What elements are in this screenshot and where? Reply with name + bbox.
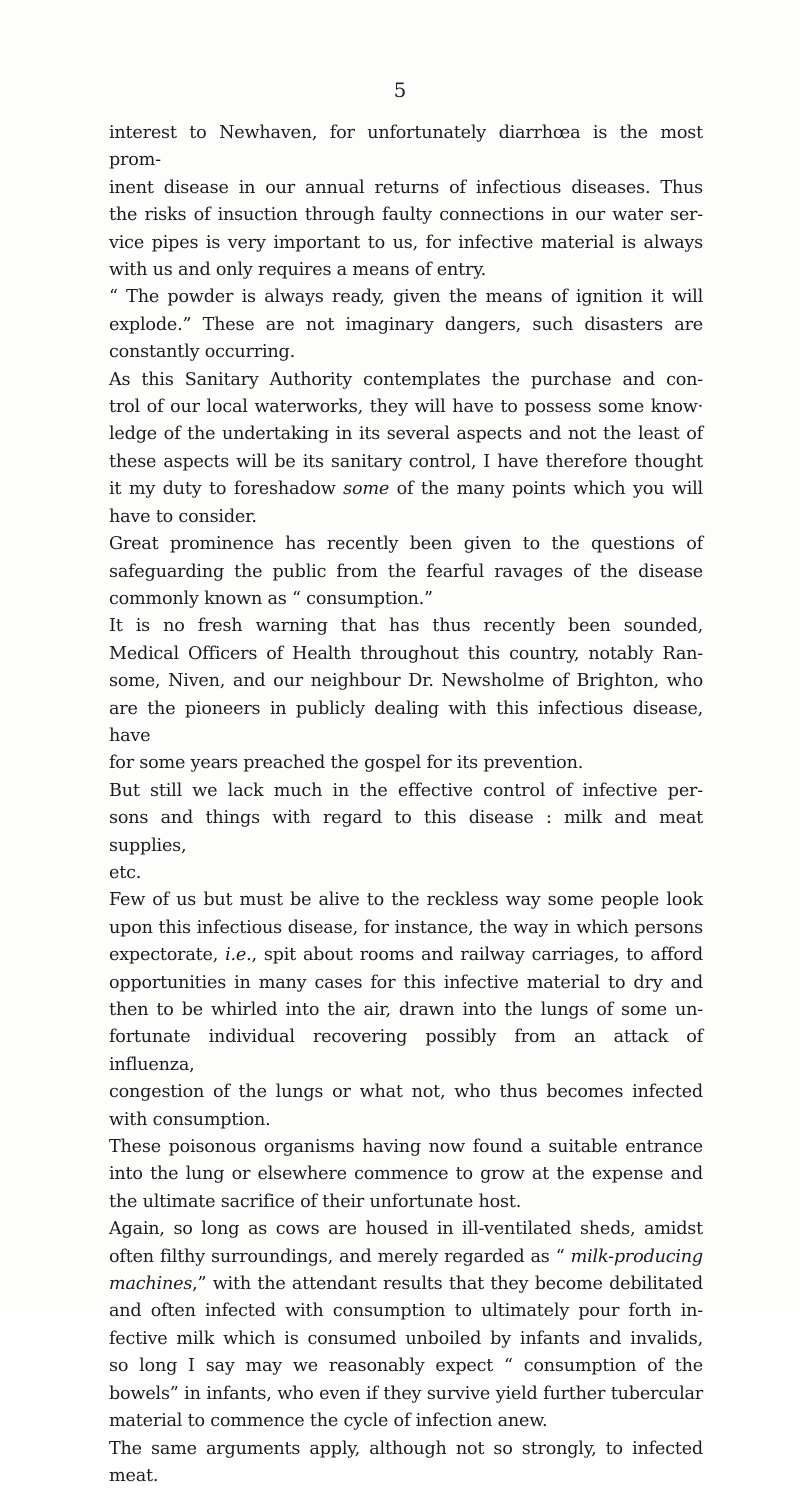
text-line (109, 1326, 703, 1353)
text-run: , spit about rooms and railway carriages, to afford (252, 945, 703, 965)
text-line (109, 1107, 703, 1134)
text-run: these aspects will be its sanitary control, I have therefore thought (109, 452, 703, 472)
text-line (109, 915, 703, 942)
text-line (109, 339, 703, 366)
text-run: sons and things with regard to this disease : milk and meat supplies, (109, 808, 703, 855)
text-line (109, 531, 703, 558)
text-run: meat. (109, 1466, 158, 1486)
text-run: trol of our local waterworks, they will have to possess some know· (109, 397, 703, 417)
text-run: Again, so long as cows are housed in ill-ventilated sheds, amidst (109, 1219, 703, 1239)
text-line (109, 120, 703, 175)
text-line (109, 1271, 703, 1298)
text-line (109, 696, 703, 751)
text-run: It is no fresh warning that has thus recently been sounded, (109, 616, 703, 636)
text-run: bowels” in infants, who even if they survive yield further tubercular (109, 1384, 703, 1404)
text-run: etc. (109, 863, 141, 883)
text-line (109, 778, 703, 805)
text-line (109, 1463, 703, 1490)
text-run: fortunate individual recovering possibly from an attack of influenza, (109, 1027, 703, 1074)
text-run: The same arguments apply, although not so strongly, to infected (109, 1439, 703, 1459)
text-line (109, 312, 703, 339)
text-line (109, 202, 703, 229)
text-line (109, 942, 703, 969)
paragraph (109, 1216, 703, 1435)
paragraph (109, 613, 703, 777)
text-run: and often infected with consumption to ultimately pour forth in- (109, 1301, 703, 1321)
paragraph (109, 367, 703, 531)
text-run: the ultimate sacrifice of their unfortunate host. (109, 1192, 521, 1212)
paragraph (109, 778, 703, 888)
text-run: often filthy surroundings, and merely regarded as “ (109, 1247, 571, 1267)
text-line (109, 284, 703, 311)
text-line (109, 1353, 703, 1380)
text-line (109, 860, 703, 887)
text-run: opportunities in many cases for this infective material to dry and (109, 973, 703, 993)
text-run: some, Niven, and our neighbour Dr. Newsholme of Brighton, who (109, 671, 703, 691)
text-line (109, 1298, 703, 1325)
text-run: the risks of insuction through faulty connections in our water ser- (109, 205, 703, 225)
text-run: “ The powder is always ready, given the means of ignition it will (109, 287, 703, 307)
text-line (109, 1134, 703, 1161)
paragraph (109, 284, 703, 366)
text-line (109, 1216, 703, 1243)
text-line (109, 1161, 703, 1188)
text-run: into the lung or elsewhere commence to grow at the expense and (109, 1164, 703, 1184)
italic-text: milk-producing (571, 1247, 703, 1267)
text-line (109, 367, 703, 394)
text-run: are the pioneers in publicly dealing with this infectious disease, have (109, 699, 703, 746)
paragraph (109, 1134, 703, 1216)
text-line (109, 175, 703, 202)
text-run: explode.” These are not imaginary dangers, such disasters are (109, 315, 703, 335)
text-run: inent disease in our annual returns of infectious diseases. Thus (109, 178, 703, 198)
text-line (109, 805, 703, 860)
text-run: ledge of the undertaking in its several aspects and not the least of (109, 424, 703, 444)
text-run: for some years preached the gospel for its prevention. (109, 753, 583, 773)
text-run: fective milk which is consumed unboiled by infants and invalids, (109, 1329, 703, 1349)
italic-text: some (343, 479, 389, 499)
text-run: have to consider. (109, 507, 257, 527)
text-line (109, 1189, 703, 1216)
text-run: it my duty to foreshadow (109, 479, 343, 499)
text-line (109, 641, 703, 668)
text-line (109, 750, 703, 777)
text-run: ,” with the attendant results that they become debilitated (192, 1274, 703, 1294)
body-text (109, 120, 703, 1490)
text-line (109, 997, 703, 1024)
text-line (109, 476, 703, 503)
text-run: vice pipes is very important to us, for infective material is always (109, 233, 703, 253)
text-line (109, 586, 703, 613)
text-line (109, 1381, 703, 1408)
text-run: expectorate, (109, 945, 225, 965)
paragraph (109, 120, 703, 284)
text-line (109, 1436, 703, 1463)
text-line (109, 1024, 703, 1079)
text-run: with us and only requires a means of entry. (109, 260, 486, 280)
text-line (109, 421, 703, 448)
paragraph (109, 887, 703, 1134)
text-line (109, 394, 703, 421)
text-line (109, 504, 703, 531)
text-run: upon this infectious disease, for instance, the way in which persons (109, 918, 703, 938)
text-run: material to commence the cycle of infection anew. (109, 1411, 547, 1431)
text-run: then to be whirled into the air, drawn into the lungs of some un- (109, 1000, 703, 1020)
text-run: But still we lack much in the effective control of infective per- (109, 781, 703, 801)
paragraph (109, 1436, 703, 1490)
page-number: 5 (0, 78, 800, 102)
paragraph (109, 531, 703, 613)
text-line (109, 1079, 703, 1106)
text-line (109, 970, 703, 997)
text-run: congestion of the lungs or what not, who thus becomes infected (109, 1082, 703, 1102)
text-run: Great prominence has recently been given to the questions of (109, 534, 703, 554)
text-line (109, 257, 703, 284)
text-line (109, 613, 703, 640)
text-line (109, 449, 703, 476)
italic-text: i.e. (225, 945, 251, 965)
text-run: constantly occurring. (109, 342, 295, 362)
text-line (109, 668, 703, 695)
text-run: These poisonous organisms having now found a suitable entrance (109, 1137, 703, 1157)
text-run: safeguarding the public from the fearful ravages of the disease (109, 562, 703, 582)
text-run: with consumption. (109, 1110, 271, 1130)
text-line (109, 1408, 703, 1435)
text-run: interest to Newhaven, for unfortunately diarrhœa is the most prom- (109, 123, 703, 170)
text-line (109, 1244, 703, 1271)
text-line (109, 559, 703, 586)
text-run: Medical Officers of Health throughout this country, notably Ran- (109, 644, 703, 664)
text-run: so long I say may we reasonably expect “ consumption of the (109, 1356, 703, 1376)
text-run: commonly known as “ consumption.” (109, 589, 433, 609)
text-run: As this Sanitary Authority contemplates the purchase and con- (109, 370, 703, 390)
italic-text: machines (109, 1274, 192, 1294)
text-line (109, 230, 703, 257)
text-line (109, 887, 703, 914)
text-run: of the many points which you will (389, 479, 703, 499)
text-run: Few of us but must be alive to the reckless way some people look (109, 890, 703, 910)
